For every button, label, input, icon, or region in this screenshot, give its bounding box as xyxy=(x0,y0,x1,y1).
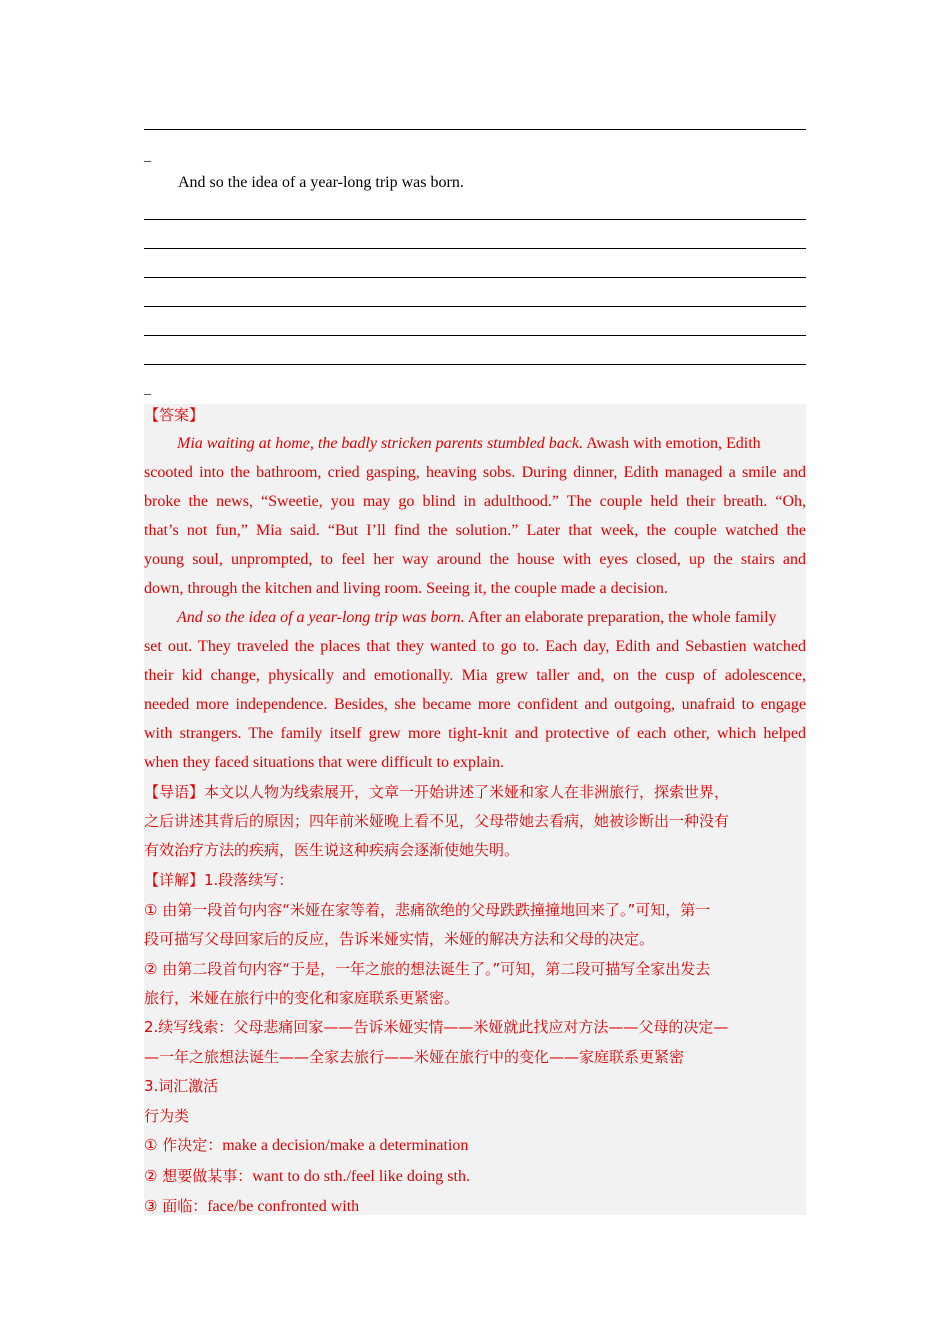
writing-line xyxy=(144,277,806,278)
detail-line: 行为类 xyxy=(144,1107,190,1125)
paragraph-1-lead: Mia waiting at home, the badly stricken parents stumbled back. xyxy=(177,435,584,452)
guide-line: 之后讲述其背后的原因；四年前米娅晚上看不见，父母带她去看病，她被诊断出一种没有 xyxy=(144,812,730,830)
paragraph-2-lead: And so the idea of a year-long trip was born. xyxy=(177,609,465,626)
answer-paragraph-1-line: scooted into the bathroom, cried gasping, heaving sobs. During dinner, Edith managed a smile and xyxy=(144,464,806,481)
answer-label: 【答案】 xyxy=(144,406,205,424)
writing-line xyxy=(144,306,806,307)
vocab-item: ② 想要做某事：want to do sth./feel like doing sth. xyxy=(144,1167,470,1185)
detail-line: ② 由第二段首句内容“于是，一年之旅的想法诞生了。”可知，第二段可描写全家出发去 xyxy=(144,960,711,978)
answer-paragraph-2-line: set out. They traveled the places that they wanted to go to. Each day, Edith and Sebastien watched xyxy=(144,638,806,655)
writing-line xyxy=(144,219,806,220)
writing-line xyxy=(144,335,806,336)
writing-line xyxy=(144,248,806,249)
guide-line: 【导语】本文以人物为线索展开，文章一开始讲述了米娅和家人在非洲旅行，探索世界， xyxy=(144,783,730,801)
answer-paragraph-2-line: with strangers. The family itself grew more tight-knit and protective of each other, which helped xyxy=(144,725,806,742)
line-end-dash: _ xyxy=(144,382,151,397)
vocab-item: ③ 面临：face/be confronted with xyxy=(144,1197,360,1215)
answer-paragraph-2-line: And so the idea of a year-long trip was born. After an elaborate preparation, the whole family xyxy=(177,609,777,626)
vocab-item: ① 作决定：make a decision/make a determination xyxy=(144,1136,469,1154)
answer-paragraph-2-line: their kid change, physically and emotionally. Mia grew taller and, on the cusp of adolescence, xyxy=(144,667,806,684)
detail-line: —一年之旅想法诞生——全家去旅行——米娅在旅行中的变化——家庭联系更紧密 xyxy=(144,1048,685,1066)
writing-line xyxy=(144,364,806,365)
detail-line: 段可描写父母回家后的反应，告诉米娅实情，米娅的解决方法和父母的决定。 xyxy=(144,930,655,948)
answer-paragraph-1-line: that’s not fun,” Mia said. “But I’ll find the solution.” Later that week, the couple watched the xyxy=(144,522,806,539)
detail-line: 3.词汇激活 xyxy=(144,1077,219,1095)
answer-paragraph-2-line: needed more independence. Besides, she became more confident and outgoing, unafraid to engage xyxy=(144,696,806,713)
paragraph-prompt: And so the idea of a year-long trip was born. xyxy=(178,174,464,191)
writing-line xyxy=(144,129,806,130)
answer-paragraph-2-line: when they faced situations that were difficult to explain. xyxy=(144,754,505,771)
detail-line: 旅行，米娅在旅行中的变化和家庭联系更紧密。 xyxy=(144,989,460,1007)
detail-heading: 【详解】1.段落续写： xyxy=(144,871,294,889)
line-end-dash: _ xyxy=(144,149,151,164)
answer-paragraph-1-line: broke the news, “Sweetie, you may go blind in adulthood.” The couple held their breath. “Oh, xyxy=(144,493,806,510)
detail-line: 2.续写线索：父母悲痛回家——告诉米娅实情——米娅就此找应对方法——父母的决定— xyxy=(144,1018,729,1036)
answer-paragraph-1-line: young soul, unprompted, to feel her way around the house with eyes closed, up the stairs and xyxy=(144,551,806,568)
detail-line: ① 由第一段首句内容“米娅在家等着，悲痛欲绝的父母跌跌撞撞地回来了。”可知，第一 xyxy=(144,901,711,919)
answer-paragraph-1-line: down, through the kitchen and living room. Seeing it, the couple made a decision. xyxy=(144,580,668,597)
answer-paragraph-1-line: Mia waiting at home, the badly stricken parents stumbled back. Awash with emotion, Edith xyxy=(177,435,761,452)
guide-line: 有效治疗方法的疾病，医生说这种疾病会逐渐使她失明。 xyxy=(144,841,520,859)
